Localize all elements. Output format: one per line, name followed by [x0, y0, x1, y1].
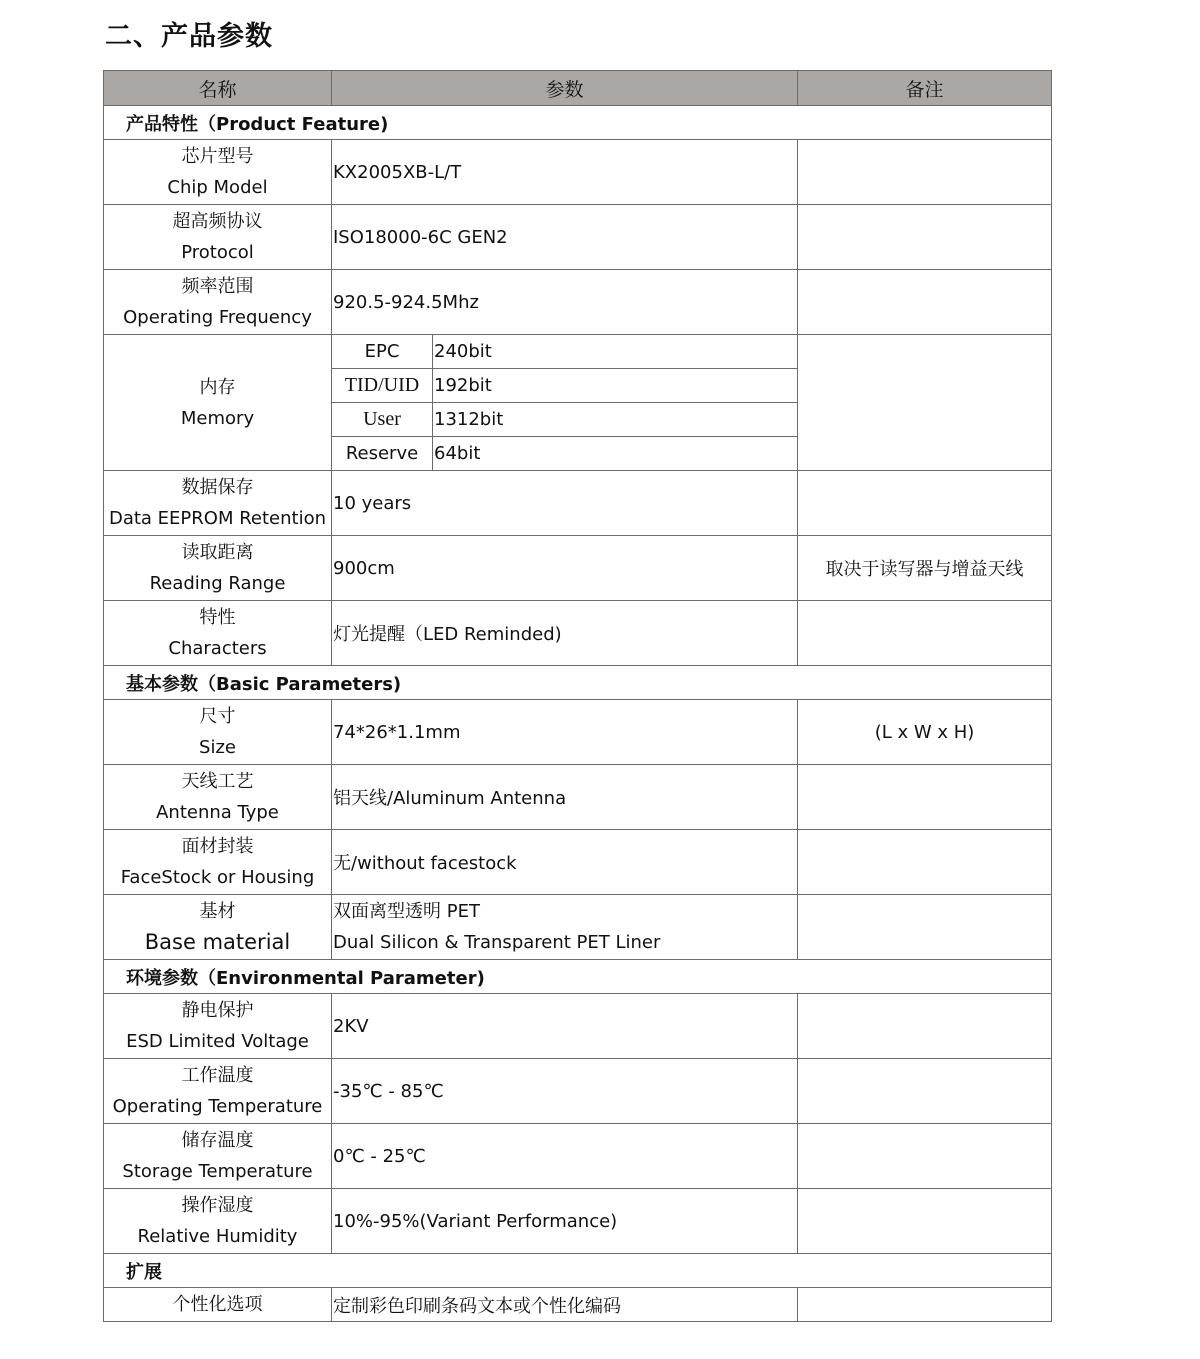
param-name [104, 471, 332, 536]
param-name-en: ESD Limited Voltage [126, 1031, 309, 1052]
param-value: 920.5-924.5Mhz [332, 270, 798, 335]
param-note: 取决于读写器与增益天线 [798, 536, 1052, 601]
header-name: 名称 [104, 71, 332, 106]
param-note [798, 1059, 1052, 1124]
memory-value: 240bit [433, 335, 798, 369]
param-note: (L x W x H) [798, 700, 1052, 765]
param-name-zh: 数据保存 [181, 477, 254, 498]
param-name-zh: 面材封装 [181, 836, 254, 857]
table-row-relative-humidity [104, 1189, 1052, 1254]
param-value: 铝天线/Aluminum Antenna [332, 765, 798, 830]
table-row-data-retention [104, 471, 1052, 536]
section-row-basic-parameters [104, 666, 1052, 700]
memory-value: 192bit [433, 369, 798, 403]
table-row-storage-temperature [104, 1124, 1052, 1189]
param-name [104, 1059, 332, 1124]
param-name-en: Relative Humidity [137, 1226, 298, 1247]
section-label: 环境参数（Environmental Parameter) [104, 960, 1052, 994]
param-note [798, 1288, 1052, 1322]
param-name-zh: 天线工艺 [181, 771, 254, 792]
param-name-zh: 特性 [199, 607, 236, 628]
param-name [104, 270, 332, 335]
param-value: 无/without facestock [332, 830, 798, 895]
param-value: 2KV [332, 994, 798, 1059]
param-name: 个性化选项 [104, 1288, 332, 1322]
param-name-memory [104, 335, 332, 471]
param-name-en: Size [199, 737, 236, 758]
param-name [104, 140, 332, 205]
param-name [104, 994, 332, 1059]
memory-value: 1312bit [433, 403, 798, 437]
param-note [798, 994, 1052, 1059]
param-name-en: Memory [180, 407, 255, 429]
param-note [798, 205, 1052, 270]
param-name [104, 601, 332, 666]
header-remark: 备注 [798, 71, 1052, 106]
param-name-en: Antenna Type [156, 802, 279, 823]
param-name-zh: 芯片型号 [181, 146, 254, 167]
param-name [104, 830, 332, 895]
section-row-extension [104, 1254, 1052, 1288]
table-row-memory-epc [104, 335, 1052, 369]
param-value-zh: 双面离型透明 PET [333, 901, 480, 922]
param-value: 定制彩色印刷条码文本或个性化编码 [332, 1288, 798, 1322]
param-value: 10%-95%(Variant Performance) [332, 1189, 798, 1254]
param-name-zh: 频率范围 [181, 276, 254, 297]
param-name-en: Characters [168, 638, 267, 659]
param-value: 900cm [332, 536, 798, 601]
param-name [104, 895, 332, 960]
param-name [104, 765, 332, 830]
param-value: 灯光提醒（LED Reminded) [332, 601, 798, 666]
product-parameters-table [103, 70, 1052, 1322]
param-value-en: Dual Silicon & Transparent PET Liner [333, 932, 661, 953]
param-value [332, 895, 798, 960]
param-value: 0℃ - 25℃ [332, 1124, 798, 1189]
param-name-en: FaceStock or Housing [120, 867, 315, 888]
memory-value: 64bit [433, 437, 798, 471]
table-row-personalization [104, 1288, 1052, 1322]
param-note [798, 335, 1052, 471]
param-value: KX2005XB-L/T [332, 140, 798, 205]
section-row-product-feature [104, 106, 1052, 140]
param-note [798, 1189, 1052, 1254]
memory-key: EPC [332, 335, 433, 369]
param-name-en: Operating Frequency [123, 307, 312, 328]
table-row-protocol [104, 205, 1052, 270]
section-label: 扩展 [104, 1254, 1052, 1288]
param-name [104, 536, 332, 601]
memory-key: TID/UID [332, 369, 433, 403]
param-note [798, 140, 1052, 205]
param-name-en: Protocol [181, 242, 254, 263]
param-name-zh: 工作温度 [181, 1065, 254, 1086]
page-title: 二、产品参数 [105, 21, 273, 52]
param-name-zh: 超高频协议 [172, 211, 263, 232]
table-row-characters [104, 601, 1052, 666]
section-row-environmental-parameter [104, 960, 1052, 994]
param-name-zh: 储存温度 [181, 1130, 254, 1151]
param-name [104, 205, 332, 270]
param-note [798, 471, 1052, 536]
table-row-esd [104, 994, 1052, 1059]
section-label: 产品特性（Product Feature) [104, 106, 1052, 140]
param-name [104, 1124, 332, 1189]
param-note [798, 895, 1052, 960]
param-name-zh: 操作湿度 [181, 1195, 254, 1216]
table-row-facestock [104, 830, 1052, 895]
table-row-operating-temperature [104, 1059, 1052, 1124]
memory-key: User [332, 403, 433, 437]
param-name-en: Base material [144, 930, 291, 954]
param-name-zh: 静电保护 [181, 1000, 254, 1021]
param-name-zh: 尺寸 [199, 706, 236, 727]
param-value: -35℃ - 85℃ [332, 1059, 798, 1124]
table-row-chip-model [104, 140, 1052, 205]
param-name-en: Data EEPROM Retention [108, 508, 327, 529]
table-row-reading-range [104, 536, 1052, 601]
param-name [104, 1189, 332, 1254]
table-header-row [104, 71, 1052, 106]
table-row-size [104, 700, 1052, 765]
param-name-zh: 内存 [199, 376, 236, 398]
param-name [104, 700, 332, 765]
param-note [798, 270, 1052, 335]
param-name-zh: 基材 [199, 901, 236, 922]
param-value: ISO18000-6C GEN2 [332, 205, 798, 270]
param-name-en: Operating Temperature [112, 1096, 323, 1117]
header-parameter: 参数 [332, 71, 798, 106]
param-note [798, 765, 1052, 830]
param-name-zh: 读取距离 [181, 542, 254, 563]
table-row-operating-frequency [104, 270, 1052, 335]
param-name-en: Reading Range [149, 573, 286, 594]
param-note [798, 1124, 1052, 1189]
table-row-base-material [104, 895, 1052, 960]
param-name-en: Chip Model [167, 177, 268, 198]
param-name-en: Storage Temperature [122, 1161, 313, 1182]
section-label: 基本参数（Basic Parameters) [104, 666, 1052, 700]
table-row-antenna-type [104, 765, 1052, 830]
param-note [798, 830, 1052, 895]
param-value: 74*26*1.1mm [332, 700, 798, 765]
param-value: 10 years [332, 471, 798, 536]
param-note [798, 601, 1052, 666]
memory-key: Reserve [332, 437, 433, 471]
